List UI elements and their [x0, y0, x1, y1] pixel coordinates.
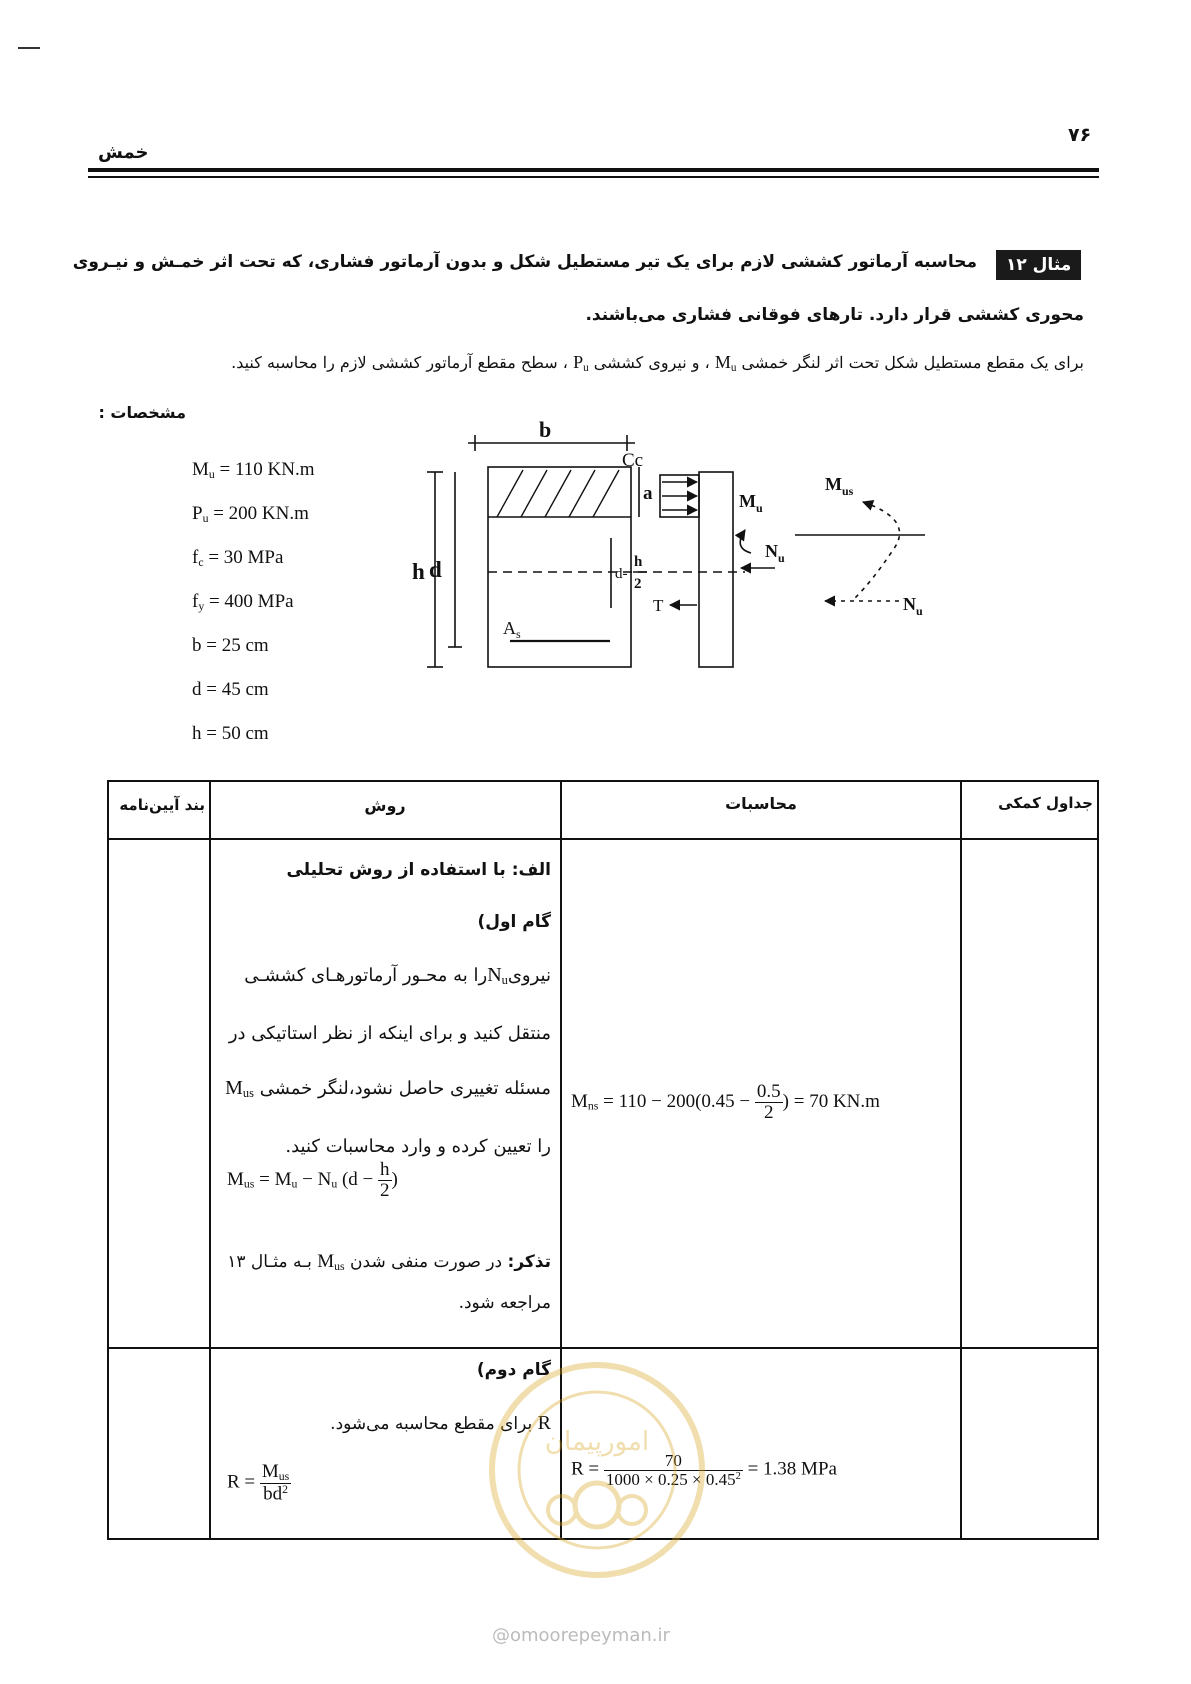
compression-block-hatch: [497, 470, 619, 517]
label-t: T: [653, 596, 664, 615]
specs-list: [192, 450, 315, 758]
spec-item: $P_u = 200$ KN.m: [192, 502, 309, 525]
example-title-line1: محاسبه آرماتور کششی لازم برای یک تیر مستطیل شکل و بدون آرماتور فشاری، که تحت اثر خمـش و نیـروی: [72, 252, 977, 272]
row2-step-title: گام دوم): [476, 1360, 551, 1380]
note-line2: مراجعه شود.: [458, 1292, 551, 1313]
row2-method-formula: R = $\frac{M_{us}}{bd^2}$: [227, 1461, 290, 1505]
header-calc: محاسبات: [725, 794, 797, 813]
label-h-num: h: [634, 554, 643, 570]
row1-line2: منتقل کنید و برای اینکه از نظر استاتیکی در: [228, 1023, 551, 1045]
label-d: d: [429, 557, 442, 582]
moment-arrow: [740, 530, 751, 553]
row1-line4: را تعیین کرده و وارد محاسبات کنید.: [285, 1136, 551, 1158]
label-as: $A_s$: [503, 618, 521, 641]
chapter-title: خمش: [98, 142, 149, 163]
row1-line1: نیرویN$_u$را به محـور آرماتورهـای کششـی: [244, 964, 551, 988]
spec-item: $f_y = 400$ MPa: [192, 590, 294, 613]
row1-line3: مسئله تغییری حاصل نشود،لنگر خمشی $M_{us}$: [225, 1077, 551, 1101]
header-method: روش: [364, 796, 406, 815]
row1-method: [217, 844, 551, 1174]
row2-calc-formula: R = $\frac{70}{1000 \times 0.25 \times 0.45^2}$ = 1.38 MPa: [571, 1451, 837, 1489]
margin-mark: [18, 47, 40, 49]
intro-symbol-pu: $P_u$: [573, 352, 589, 374]
row1-step-title: گام اول): [477, 912, 551, 932]
beam-section-figure: [412, 417, 1015, 690]
label-a: a: [643, 483, 653, 504]
example-badge-label: مثال ۱۲: [1006, 255, 1072, 275]
label-b: b: [539, 417, 552, 442]
specs-label: مشخصات :: [98, 403, 186, 422]
header-aux: جداول کمکی: [998, 794, 1093, 812]
label-nu: $N_u$: [765, 541, 785, 565]
label-nu-right: $N_u$: [903, 594, 923, 618]
row1-section-title: الف: با استفاده از روش تحلیلی: [286, 860, 551, 880]
header-code: بند آیین‌نامه: [119, 796, 205, 814]
example-badge: [996, 250, 1081, 280]
header-rule-thick: [88, 168, 1099, 172]
spec-item: d = 45 cm: [192, 678, 269, 700]
watermark-seal-logo: [482, 1355, 712, 1585]
intro-part-a: برای یک مقطع مستطیل شکل تحت اثر لنگر خمشی: [741, 353, 1084, 372]
note-label: تذکر:: [507, 1252, 551, 1272]
stress-diagram: [699, 472, 733, 667]
row1-note: تذکر: در صورت منفی شدن $M_{us}$ بـه مثـال ۱۳ مراجعه شود.: [217, 1244, 551, 1321]
row2-desc: R برای مقطع محاسبه می‌شود.: [330, 1412, 551, 1434]
intro-symbol-mu: $M_u$: [714, 352, 737, 374]
intro-part-b: ، و نیروی کششی: [593, 353, 710, 372]
page-number: ۷۶: [1068, 124, 1092, 146]
row1-method-formula: $M_{us} = M_u - N_u$ (d − $\frac{h}{2}$ ): [227, 1159, 398, 1201]
row1-calc-formula: $M_{ns} = 110 - 200(0.45$ − $\frac{0.5}{2}$ ) = 70 KN.m: [571, 1081, 880, 1123]
spec-item: b = 25 cm: [192, 634, 269, 656]
spec-item: $M_u = 110$ KN.m: [192, 459, 315, 481]
intro-part-c: ، سطح مقطع آرماتور کششی لازم را محاسبه کنید.: [231, 353, 568, 372]
spec-item: $f_c = 30$ MPa: [192, 546, 284, 569]
label-h: h: [412, 559, 425, 584]
example-title-line2: محوری کششی قرار دارد. تارهای فوقانی فشاری می‌باشند.: [585, 305, 1084, 325]
label-cc: Cc: [622, 450, 644, 471]
spec-item: h = 50 cm: [192, 722, 269, 744]
label-h-den: 2: [634, 576, 642, 592]
watermark-url: @omoorepeyman.ir: [492, 1625, 670, 1646]
header-rule-thin: [88, 176, 1099, 178]
svg-text:امورپیمان: امورپیمان: [544, 1427, 650, 1457]
mus-dashed-arc: [855, 502, 900, 598]
label-mus: $M_{us}$: [825, 474, 854, 498]
intro-sentence: [94, 352, 1084, 374]
label-d-minus: d-: [615, 566, 628, 582]
label-mu: $M_u$: [739, 491, 763, 515]
